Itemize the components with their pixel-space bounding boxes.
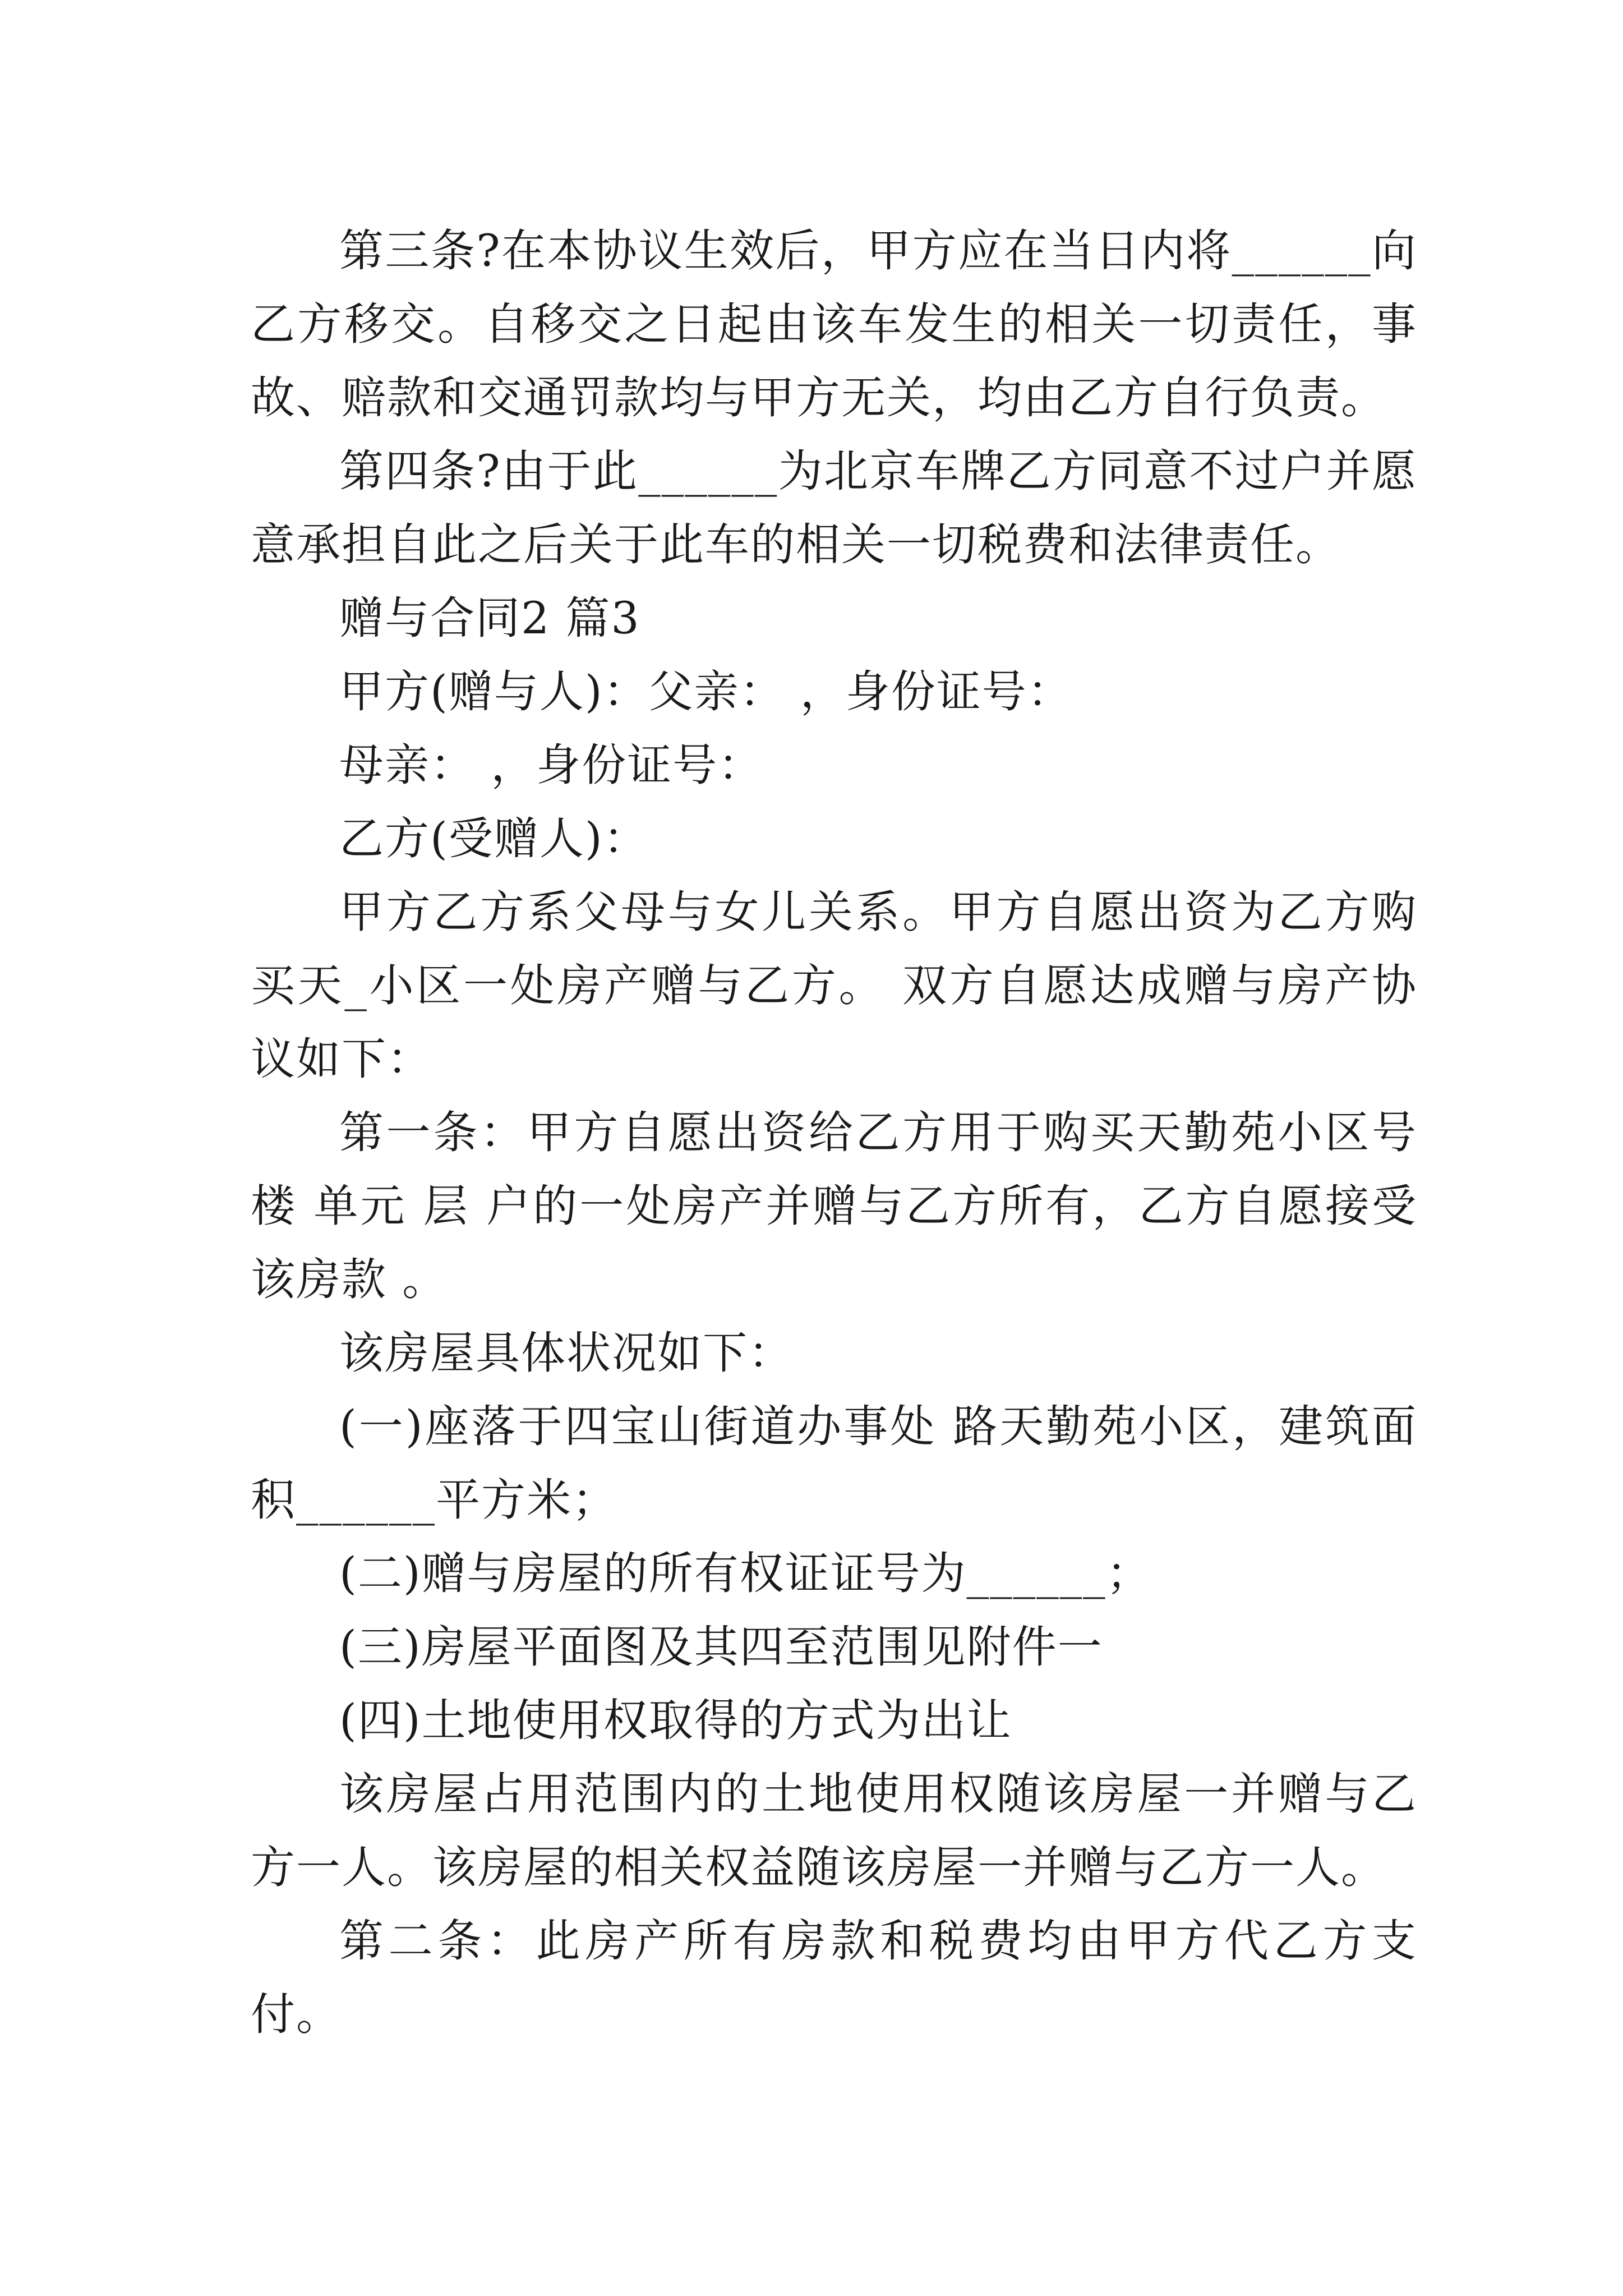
paragraph-party-b: 乙方(受赠人)： (339, 813, 649, 864)
document-body (251, 214, 1417, 2051)
paragraph-article-1: 第一条：甲方自愿出资给乙方用于购买天勤苑小区号楼 单元 层 户的一处房产并赠与乙方所有，乙方自愿接受该房款 。 (251, 1107, 1417, 1305)
paragraph-article-2: 第二条：此房产所有房款和税费均由甲方代乙方支付。 (251, 1915, 1417, 2040)
paragraph-item-3: (三)房屋平面图及其四至范围见附件一 (339, 1621, 1103, 1673)
paragraph-item-4: (四)土地使用权取得的方式为出让 (339, 1695, 1012, 1746)
paragraph-party-a: 甲方(赠与人)：父亲： ，身份证号： (339, 666, 1073, 717)
paragraph-item-2: (二)赠与房屋的所有权证证号为______； (339, 1548, 1152, 1599)
paragraph-item-1: (一)座落于四宝山街道办事处 路天勤苑小区，建筑面积______平方米； (251, 1401, 1417, 1526)
paragraph-article-3: 第三条?在本协议生效后，甲方应在当日内将______向乙方移交。自移交之日起由该车发生的相关一切责任，事故、赔款和交通罚款均与甲方无关，均由乙方自行负责。 (251, 225, 1417, 424)
paragraph-land-use: 该房屋占用范围内的土地使用权随该房屋一并赠与乙方一人。该房屋的相关权益随该房屋一并赠与乙方一人。 (251, 1768, 1417, 1893)
paragraph-mother: 母亲： ，身份证号： (339, 739, 764, 791)
paragraph-house-status: 该房屋具体状况如下： (339, 1327, 794, 1379)
paragraph-relationship: 甲方乙方系父母与女儿关系。甲方自愿出资为乙方购买天_小区一处房产赠与乙方。 双方自愿达成赠与房产协议如下： (251, 886, 1417, 1085)
section-heading: 赠与合同2 篇3 (339, 592, 640, 644)
paragraph-article-4: 第四条?由于此______为北京车牌乙方同意不过户并愿意承担自此之后关于此车的相关一切税费和法律责任。 (251, 445, 1417, 570)
